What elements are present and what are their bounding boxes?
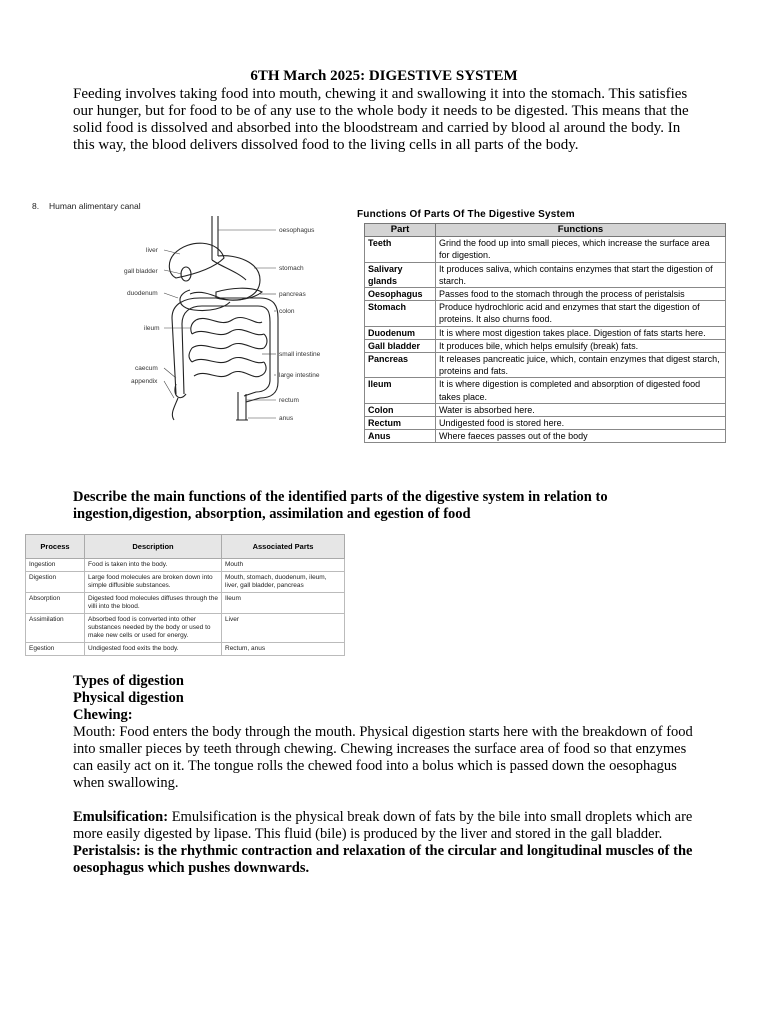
emulsification-heading: Emulsification: (73, 809, 169, 825)
label-oesophagus: oesophagus (279, 227, 315, 234)
process-table (25, 534, 345, 656)
process-cell: Assimilation (26, 614, 85, 643)
part-cell: Rectum (365, 417, 436, 430)
alimentary-canal-diagram (24, 198, 354, 433)
function-cell: It produces saliva, which contains enzymes that start the digestion of starch. (436, 262, 726, 287)
part-cell: Pancreas (365, 353, 436, 378)
process-cell: Absorption (26, 593, 85, 614)
associated-parts-cell: Liver (222, 614, 345, 643)
table-header-row (26, 535, 345, 559)
emulsification-paragraph (73, 809, 698, 843)
part-cell: Salivary glands (365, 262, 436, 287)
digestive-tract-drawing (169, 216, 278, 420)
peristalsis-paragraph: Peristalsis: is the rhythmic contraction and relaxation of the circular and longitudinal muscles of the oesophagus which pushes downwards. (73, 843, 693, 876)
physical-digestion-heading: Physical digestion (73, 690, 184, 706)
part-cell: Gall bladder (365, 339, 436, 352)
label-stomach: stomach (279, 265, 304, 272)
table-row (365, 417, 726, 430)
label-colon: colon (279, 308, 295, 315)
figure-number: 8. (32, 201, 40, 211)
function-cell: Undigested food is stored here. (436, 417, 726, 430)
function-cell: Water is absorbed here. (436, 403, 726, 416)
label-duodenum: duodenum (127, 290, 158, 297)
function-cell: Produce hydrochloric acid and enzymes that start the digestion of proteins. It also churns food. (436, 301, 726, 326)
table-row (365, 237, 726, 262)
functions-table (364, 223, 726, 443)
part-cell: Ileum (365, 378, 436, 403)
table-row (365, 301, 726, 326)
associated-parts-cell: Mouth (222, 559, 345, 572)
types-of-digestion-section (73, 673, 698, 877)
function-cell: It is where digestion is completed and absorption of digested food takes place. (436, 378, 726, 403)
associated-parts-cell: Mouth, stomach, duodenum, ileum, liver, gall bladder, pancreas (222, 572, 345, 593)
chewing-paragraph: Mouth: Food enters the body through the mouth. Physical digestion starts here with the breakdown of food into smaller pieces by teeth through chewing. Chewing increases the surface area of food so that enzymes can easily act on it. The tongue rolls the chewed food into a bolus which is passed down the oesophagus when swallowing. (73, 724, 693, 791)
function-cell: Passes food to the stomach through the process of peristalsis (436, 288, 726, 301)
table-row (26, 593, 345, 614)
table-row (365, 353, 726, 378)
table-row (26, 643, 345, 656)
chewing-heading: Chewing: (73, 707, 133, 723)
label-caecum: caecum (135, 365, 158, 372)
function-cell: Where faeces passes out of the body (436, 430, 726, 443)
description-cell: Large food molecules are broken down into simple diffusible substances. (85, 572, 222, 593)
types-heading: Types of digestion (73, 673, 184, 689)
process-cell: Digestion (26, 572, 85, 593)
associated-parts-cell: Ileum (222, 593, 345, 614)
part-cell: Colon (365, 403, 436, 416)
table-row (365, 288, 726, 301)
leader-lines (164, 230, 276, 418)
question-text: Describe the main functions of the identified parts of the digestive system in relation to ingestion,digestion, absorption, assimilation and egestion of food (73, 489, 608, 522)
process-cell: Ingestion (26, 559, 85, 572)
header-process: Process (26, 535, 85, 559)
label-anus: anus (279, 415, 294, 422)
page-title: 6TH March 2025: DIGESTIVE SYSTEM (250, 68, 518, 84)
header-part: Part (365, 224, 436, 237)
table-header-row (365, 224, 726, 237)
label-rectum: rectum (279, 397, 299, 404)
spacer (73, 792, 698, 809)
label-large-intestine: large intestine (279, 372, 320, 379)
table-row (365, 378, 726, 403)
intro-paragraph: Feeding involves taking food into mouth, chewing it and swallowing it into the stomach. This satisfies our hunger, but for food to be of any use to the whole body it needs to be digested. This means that the solid food is dissolved and absorbed into the bloodstream and carried by blood al around the body. In this way, the blood delivers dissolved food to the living cells in all parts of the body. (73, 86, 689, 153)
function-cell: Grind the food up into small pieces, which increase the surface area for digestion. (436, 237, 726, 262)
associated-parts-cell: Rectum, anus (222, 643, 345, 656)
process-cell: Egestion (26, 643, 85, 656)
functions-table-title: Functions Of Parts Of The Digestive System (357, 209, 575, 220)
function-cell: It produces bile, which helps emulsify (break) fats. (436, 339, 726, 352)
emulsification-text: Emulsification is the physical break down of fats by the bile into small droplets which are more easily digested by lipase. This fluid (bile) is produced by the liver and stored in the gall bladder. (73, 809, 693, 842)
part-cell: Duodenum (365, 326, 436, 339)
label-appendix: appendix (131, 378, 158, 385)
label-gall-bladder: gall bladder (124, 268, 158, 275)
table-row (365, 262, 726, 287)
table-row (26, 572, 345, 593)
table-row (26, 559, 345, 572)
description-cell: Digested food molecules diffuses through the villi into the blood. (85, 593, 222, 614)
label-small-intestine: small intestine (279, 351, 321, 358)
table-row (26, 614, 345, 643)
header-associated-parts: Associated Parts (222, 535, 345, 559)
part-cell: Anus (365, 430, 436, 443)
table-row (365, 430, 726, 443)
part-cell: Stomach (365, 301, 436, 326)
label-ileum: ileum (144, 325, 160, 332)
label-pancreas: pancreas (279, 291, 306, 298)
label-liver: liver (146, 247, 158, 254)
part-cell: Teeth (365, 237, 436, 262)
description-cell: Food is taken into the body. (85, 559, 222, 572)
header-functions: Functions (436, 224, 726, 237)
table-row (365, 339, 726, 352)
table-row (365, 326, 726, 339)
function-cell: It is where most digestion takes place. Digestion of fats starts here. (436, 326, 726, 339)
description-cell: Absorbed food is converted into other substances needed by the body or used to make new cells or used for energy. (85, 614, 222, 643)
part-cell: Oesophagus (365, 288, 436, 301)
figure-caption: Human alimentary canal (49, 201, 141, 211)
function-cell: It releases pancreatic juice, which, contain enzymes that digest starch, proteins and fats. (436, 353, 726, 378)
header-description: Description (85, 535, 222, 559)
description-cell: Undigested food exits the body. (85, 643, 222, 656)
table-row (365, 403, 726, 416)
